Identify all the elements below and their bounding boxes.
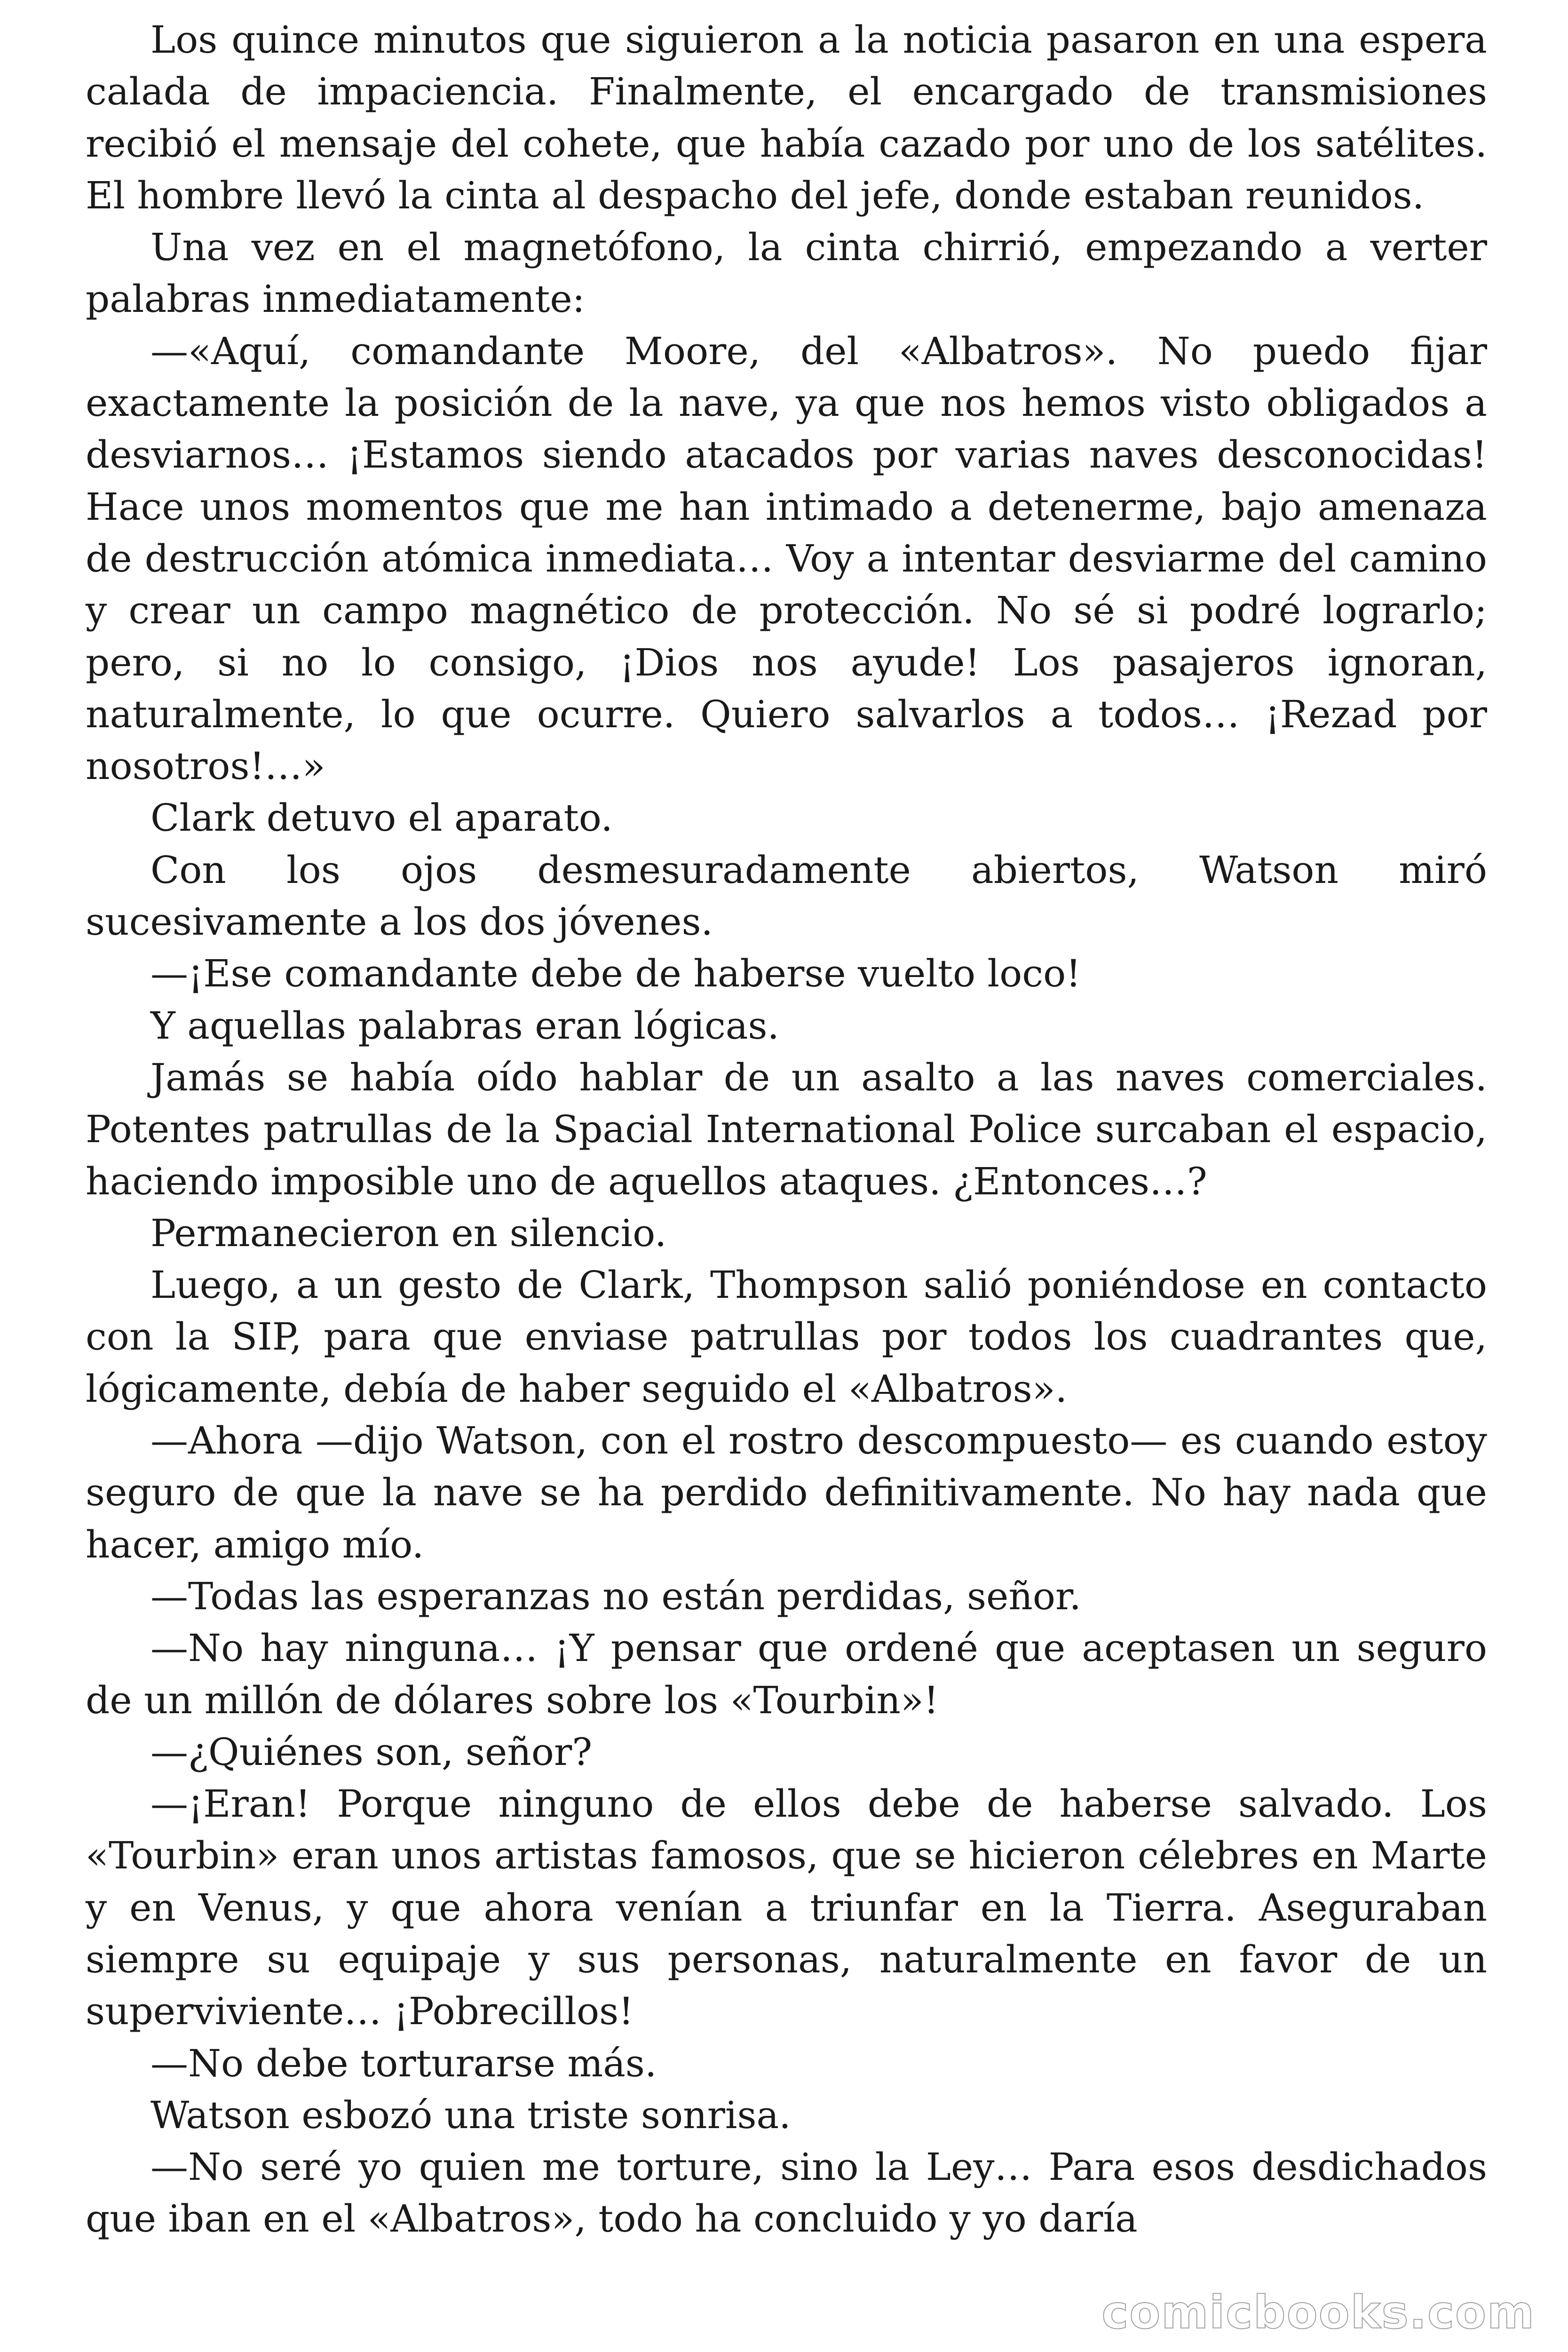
paragraph: Con los ojos desmesuradamente abiertos, Watson miró sucesivamente a los dos jóvenes. xyxy=(86,848,1487,944)
paragraph: Los quince minutos que siguieron a la noticia pasaron en una espera calada de impaciencia. Finalmente, el encargado de transmisiones recibió el mensaje del cohete, que había cazado por uno de los satélites. El hombre llevó la cinta al despacho del jefe, donde estaban reunidos. xyxy=(86,18,1487,217)
paragraph: Y aquellas palabras eran lógicas. xyxy=(150,1003,779,1048)
paragraph: Clark detuvo el aparato. xyxy=(150,796,613,840)
paragraph: —¡Ese comandante debe de haberse vuelto loco! xyxy=(150,952,1081,996)
paragraph: —«Aquí, comandante Moore, del «Albatros». No puedo fijar exactamente la posición de la nave, ya que nos hemos visto obligados a desviarnos… ¡Estamos siendo atacados por varias naves desconocidas! Hace unos momentos que me han intimado a detenerme, bajo amenaza de destrucción atómica inmediata… Voy a intentar desviarme del camino y crear un campo magnético de protección. No sé si podré lograrlo; pero, si no lo consigo, ¡Dios nos ayude! Los pasajeros ignoran, naturalmente, lo que ocurre. Quiero salvarlos a todos… ¡Rezad por nosotros!…» xyxy=(86,329,1487,788)
paragraph: Watson esbozó una triste sonrisa. xyxy=(150,2093,791,2137)
paragraph: —¡Eran! Porque ninguno de ellos debe de haberse salvado. Los «Tourbin» eran unos artistas famosos, que se hicieron célebres en Marte y en Venus, y que ahora venían a triunfar en la Tierra. Aseguraban siempre su equipaje y sus personas, naturalmente en favor de un superviviente… ¡Pobrecillos! xyxy=(86,1782,1487,2034)
paragraph: Jamás se había oído hablar de un asalto a las naves comerciales. Potentes patrullas de la Spacial International Police surcaban el espacio, haciendo imposible uno de aquellos ataques. ¿Entonces…? xyxy=(86,1055,1487,1203)
paragraph: Una vez en el magnetófono, la cinta chirrió, empezando a verter palabras inmediatamente: xyxy=(86,225,1487,321)
paragraph: —No hay ninguna… ¡Y pensar que ordené que aceptasen un seguro de un millón de dólares sobre los «Tourbin»! xyxy=(86,1626,1487,1722)
paragraph: —¿Quiénes son, señor? xyxy=(150,1730,593,1774)
paragraph: Permanecieron en silencio. xyxy=(150,1211,667,1255)
paragraph: —No debe torturarse más. xyxy=(150,2041,657,2085)
paragraph: Luego, a un gesto de Clark, Thompson salió poniéndose en contacto con la SIP, para que enviase patrullas por todos los cuadrantes que, lógicamente, debía de haber seguido el «Albatros». xyxy=(86,1263,1487,1411)
paragraph: —No seré yo quien me torture, sino la Ley… Para esos desdichados que iban en el «Albatros», todo ha concluido y yo daría xyxy=(86,2145,1487,2241)
paragraph: —Todas las esperanzas no están perdidas, señor. xyxy=(150,1574,1081,1618)
paragraph: —Ahora —dijo Watson, con el rostro descompuesto— es cuando estoy seguro de que la nave se ha perdido definitivamente. No hay nada que hacer, amigo mío. xyxy=(86,1419,1487,1566)
watermark-logo: comicbooks.com xyxy=(1101,2286,1535,2339)
book-page-text xyxy=(86,14,1487,2245)
